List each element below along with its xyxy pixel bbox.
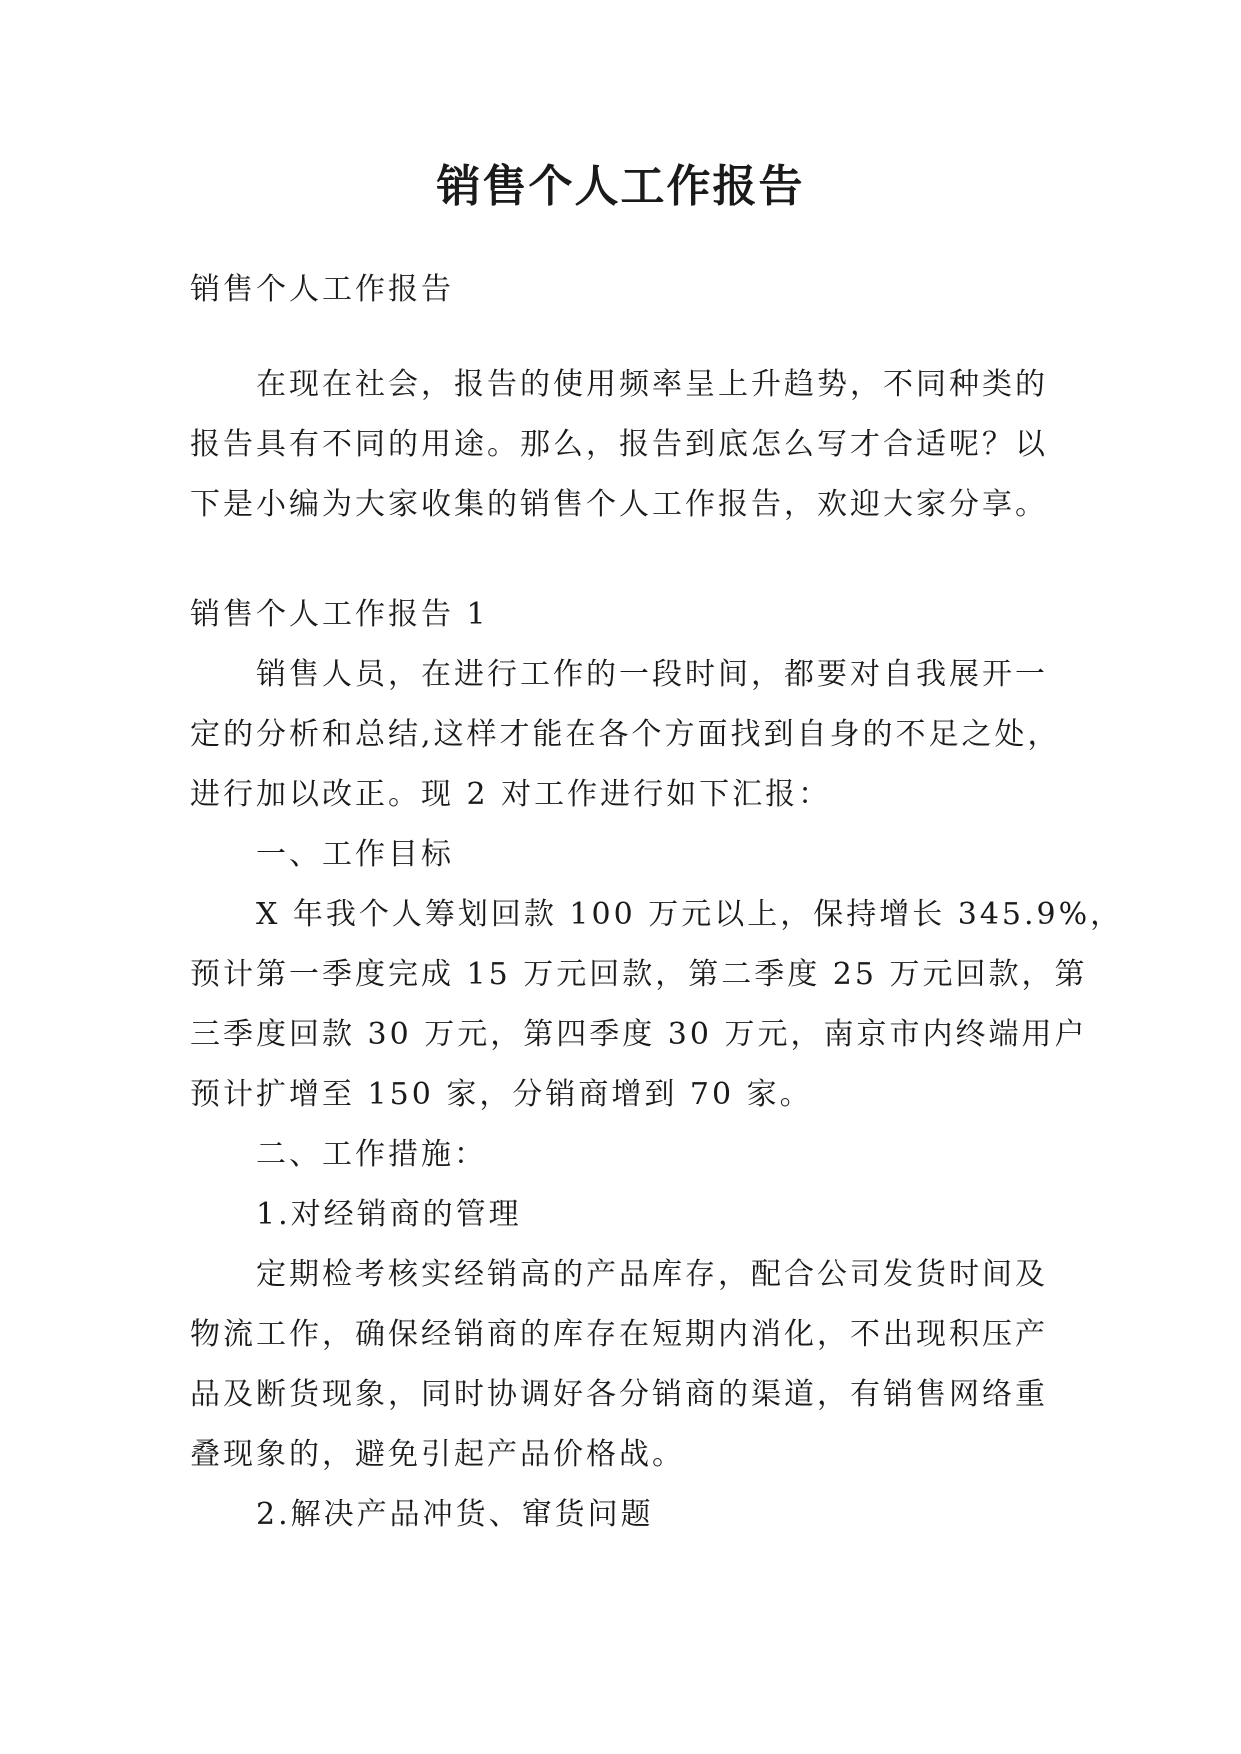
text-line: 品及断货现象，同时协调好各分销商的渠道，有销售网络重 (190, 1377, 1048, 1412)
text-line: 三季度回款 30 万元，第四季度 30 万元，南京市内终端用户 (190, 1017, 1088, 1052)
text-line: 预计扩增至 150 家，分销商增到 70 家。 (190, 1077, 813, 1112)
text-line: 销售人员，在进行工作的一段时间，都要对自我展开一 (256, 657, 1048, 692)
text-line: 进行加以改正。现 2 对工作进行如下汇报： (190, 777, 832, 812)
item-heading: 2.解决产品冲货、窜货问题 (256, 1497, 654, 1532)
text-line: 定的分析和总结,这样才能在各个方面找到自身的不足之处， (190, 717, 1061, 752)
subsection-heading: 二、工作措施： (256, 1137, 487, 1172)
text-line: 叠现象的，避免引起产品价格战。 (190, 1437, 685, 1472)
text-line: 预计第一季度完成 15 万元回款，第二季度 25 万元回款，第 (190, 957, 1088, 992)
text-line: 定期检考核实经销高的产品库存，配合公司发货时间及 (256, 1257, 1048, 1292)
text-line: 销售个人工作报告 (190, 272, 454, 307)
section-heading: 销售个人工作报告 1 (190, 597, 489, 632)
text-line: X 年我个人筹划回款 100 万元以上，保持增长 345.9%， (256, 897, 1124, 932)
text-line: 物流工作，确保经销商的库存在短期内消化，不出现积压产 (190, 1317, 1048, 1352)
subsection-heading: 一、工作目标 (256, 837, 454, 872)
text-line: 在现在社会，报告的使用频率呈上升趋势，不同种类的 (256, 367, 1048, 402)
text-line: 下是小编为大家收集的销售个人工作报告，欢迎大家分享。 (190, 487, 1048, 522)
item-heading: 1.对经销商的管理 (256, 1197, 522, 1232)
text-line: 报告具有不同的用途。那么，报告到底怎么写才合适呢？以 (190, 427, 1048, 462)
document-title: 销售个人工作报告 (436, 161, 805, 212)
